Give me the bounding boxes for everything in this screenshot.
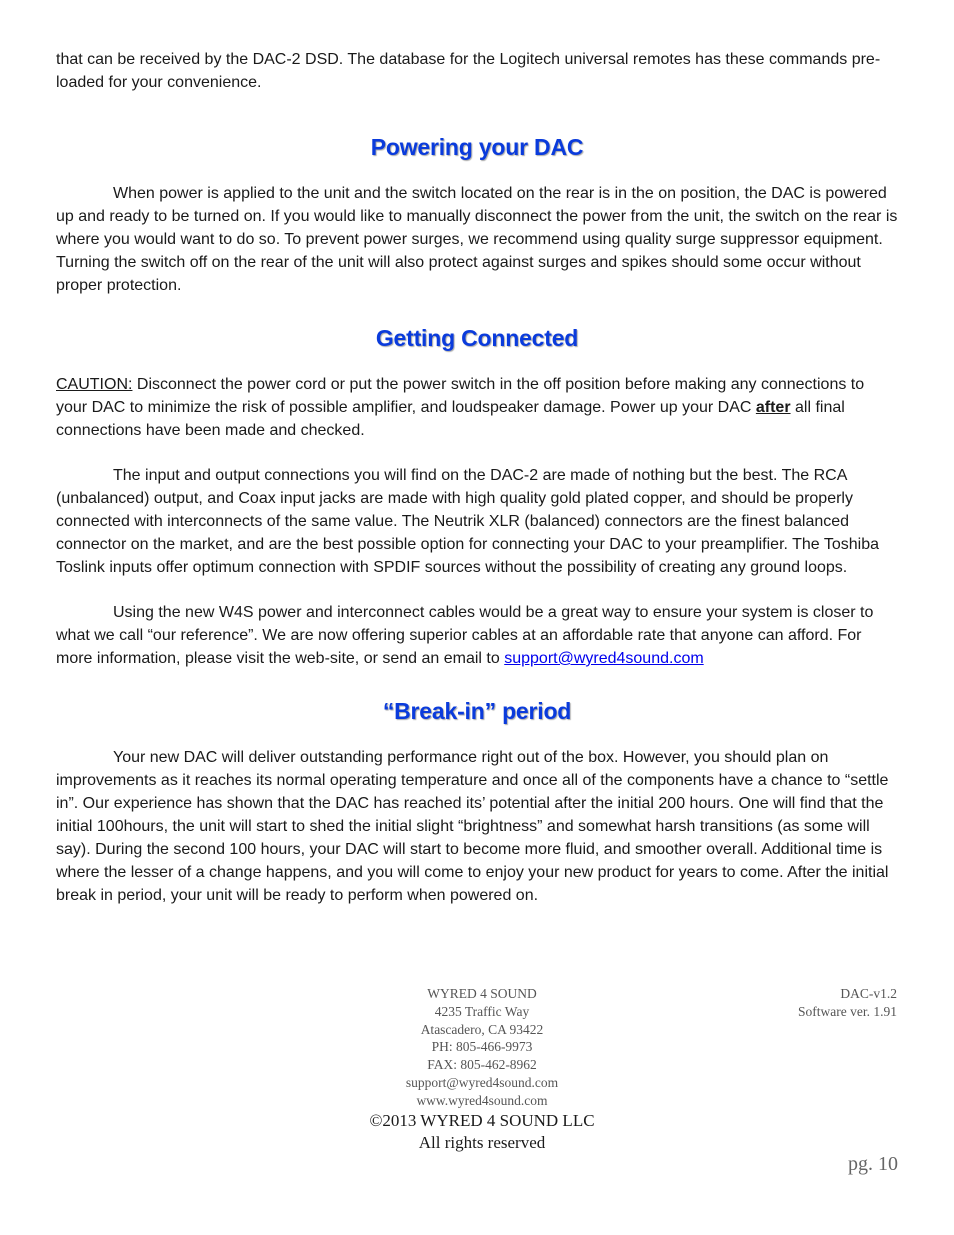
caution-label: CAUTION:	[56, 376, 133, 393]
document-body	[56, 48, 898, 907]
footer-city: Atascadero, CA 93422	[420, 1021, 544, 1037]
cables-text: Using the new W4S power and interconnect cables would be a great way to ensure your system is closer to what we call “our reference”. We are now offering superior cables at an affordable rate that anyone can afford. For more information, please visit the web-site, or send an email to	[56, 604, 874, 667]
footer-model: DAC-v1.2	[840, 986, 897, 1001]
support-email-link[interactable]: support@wyred4sound.com	[504, 650, 704, 667]
caution-text-2: all final connections have been made and checked.	[56, 399, 845, 439]
intro-paragraph: that can be received by the DAC-2 DSD. The database for the Logitech universal remotes has these commands pre-loaded for your convenience.	[56, 51, 881, 91]
connections-paragraph: The input and output connections you will find on the DAC-2 are made of nothing but the best. The RCA (unbalanced) output, and Coax input jacks are made with high quality gold plated copper, and should be properly connected with interconnects of the same value. The Neutrik XLR (balanced) connectors are the finest balanced connector on the market, and are the best possible option for connecting your DAC to your preamplifier. The Toshiba Toslink inputs offer optimum connection with SPDIF sources without the possibility of creating any ground loops.	[56, 467, 879, 576]
caution-text-1: Disconnect the power cord or put the power switch in the off position before making any connections to your DAC to minimize the risk of possible amplifier, and loudspeaker damage. Power up your DAC	[56, 376, 865, 416]
cables-paragraph	[56, 601, 898, 670]
footer-phone: PH: 805-466-9973	[431, 1039, 533, 1055]
footer-copyright: ©2013 WYRED 4 SOUND LLC	[369, 1110, 595, 1130]
footer-web: www.wyred4sound.com	[416, 1092, 548, 1108]
powering-paragraph: When power is applied to the unit and the switch located on the rear is in the on position, the DAC is powered up and ready to be turned on. If you would like to manually disconnect the power from the unit, the switch on the rear is where you would want to do so. To prevent power surges, we recommend using quality surge suppressor equipment. Turning the switch off on the rear of the unit will also protect against surges and spikes should some occur without proper protection.	[56, 185, 898, 294]
footer-fax: FAX: 805-462-8962	[427, 1057, 537, 1073]
break-in-paragraph: Your new DAC will deliver outstanding performance right out of the box. However, you should plan on improvements as it reaches its normal operating temperature and once all of the components have a chance to “settle in”. Our experience has shown that the DAC has reached its’ potential after the initial 200 hours. One will find that the initial 100hours, the unit will start to shed the initial slight “brightness” and somewhat harsh transitions (as some will say). During the second 100 hours, your DAC will start to become more fluid, and smoother overall. Additional time is where the lesser of a change happens, and you will come to enjoy your new product for years to come. After the initial break in period, your unit will be ready to perform when powered on.	[56, 749, 889, 904]
footer-software: Software ver. 1.91	[798, 1003, 897, 1019]
heading-getting-connected: Getting Connected	[375, 325, 579, 351]
heading-break-in: “Break-in” period	[382, 698, 572, 724]
footer-email: support@wyred4sound.com	[405, 1074, 559, 1090]
footer-street: 4235 Traffic Way	[434, 1003, 530, 1019]
company-address	[282, 985, 682, 1154]
footer-rights: All rights reserved	[418, 1132, 546, 1152]
caution-emphasis: after	[755, 399, 791, 416]
version-info	[798, 985, 897, 1021]
footer-company: WYRED 4 SOUND	[427, 986, 537, 1001]
caution-paragraph	[56, 373, 898, 442]
heading-powering: Powering your DAC	[370, 134, 584, 160]
page-number: pg. 10	[848, 1153, 898, 1175]
